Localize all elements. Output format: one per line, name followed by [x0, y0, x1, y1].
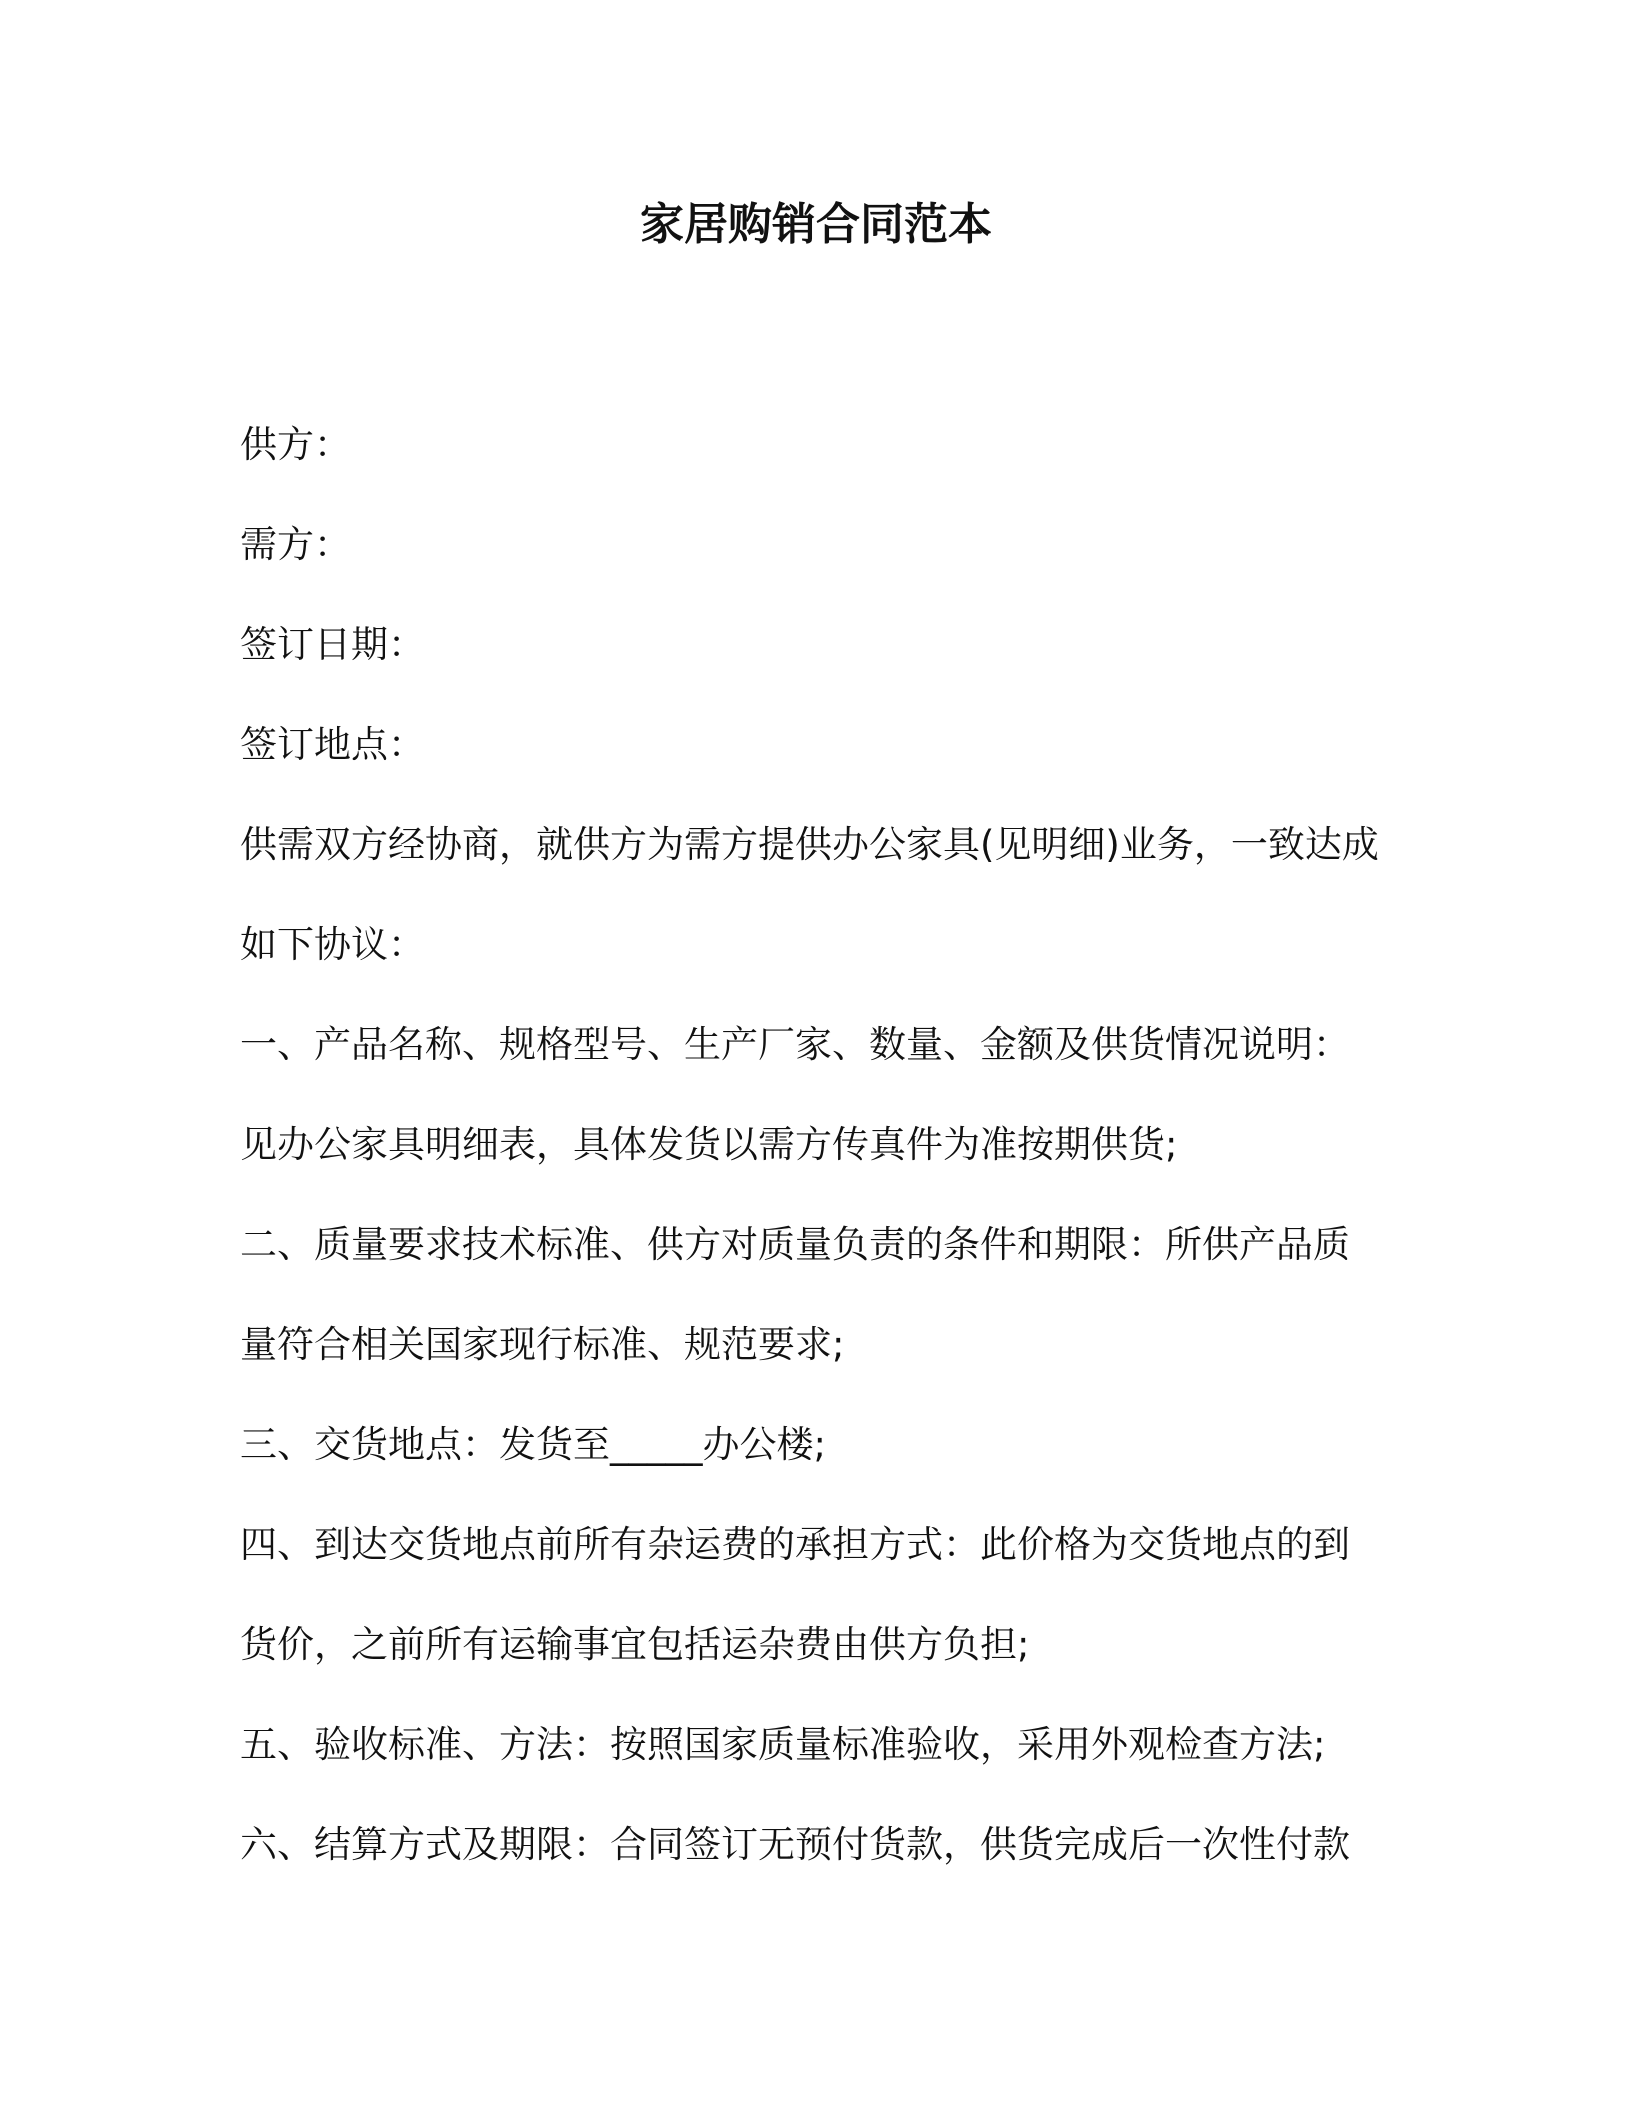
signing-place-line: 签订地点：: [240, 723, 425, 766]
clause-1-line-1: 一、产品名称、规格型号、生产厂家、数量、金额及供货情况说明：: [240, 1023, 1350, 1066]
signing-date-line: 签订日期：: [240, 623, 425, 666]
document-title: 家居购销合同范本: [640, 199, 992, 250]
supplier-line: 供方：: [240, 423, 351, 466]
clause-1-line-2: 见办公家具明细表，具体发货以需方传真件为准按期供货;: [240, 1123, 1178, 1166]
clause-6-line-1: 六、结算方式及期限：合同签订无预付货款，供货完成后一次性付款: [240, 1823, 1350, 1866]
buyer-line: 需方：: [240, 523, 351, 566]
preamble-line-2: 如下协议：: [240, 923, 425, 966]
clause-5-line-1: 五、验收标准、方法：按照国家质量标准验收，采用外观检查方法;: [240, 1723, 1326, 1766]
clause-2-line-2: 量符合相关国家现行标准、规范要求;: [240, 1323, 845, 1366]
clause-3-line-1: 三、交货地点：发货至_____办公楼;: [240, 1423, 826, 1466]
clause-2-line-1: 二、质量要求技术标准、供方对质量负责的条件和期限：所供产品质: [240, 1223, 1350, 1266]
clause-4-line-2: 货价，之前所有运输事宜包括运杂费由供方负担;: [240, 1623, 1030, 1666]
clause-4-line-1: 四、到达交货地点前所有杂运费的承担方式：此价格为交货地点的到: [240, 1523, 1350, 1566]
preamble-line-1: 供需双方经协商，就供方为需方提供办公家具(见明细)业务，一致达成: [240, 823, 1379, 866]
